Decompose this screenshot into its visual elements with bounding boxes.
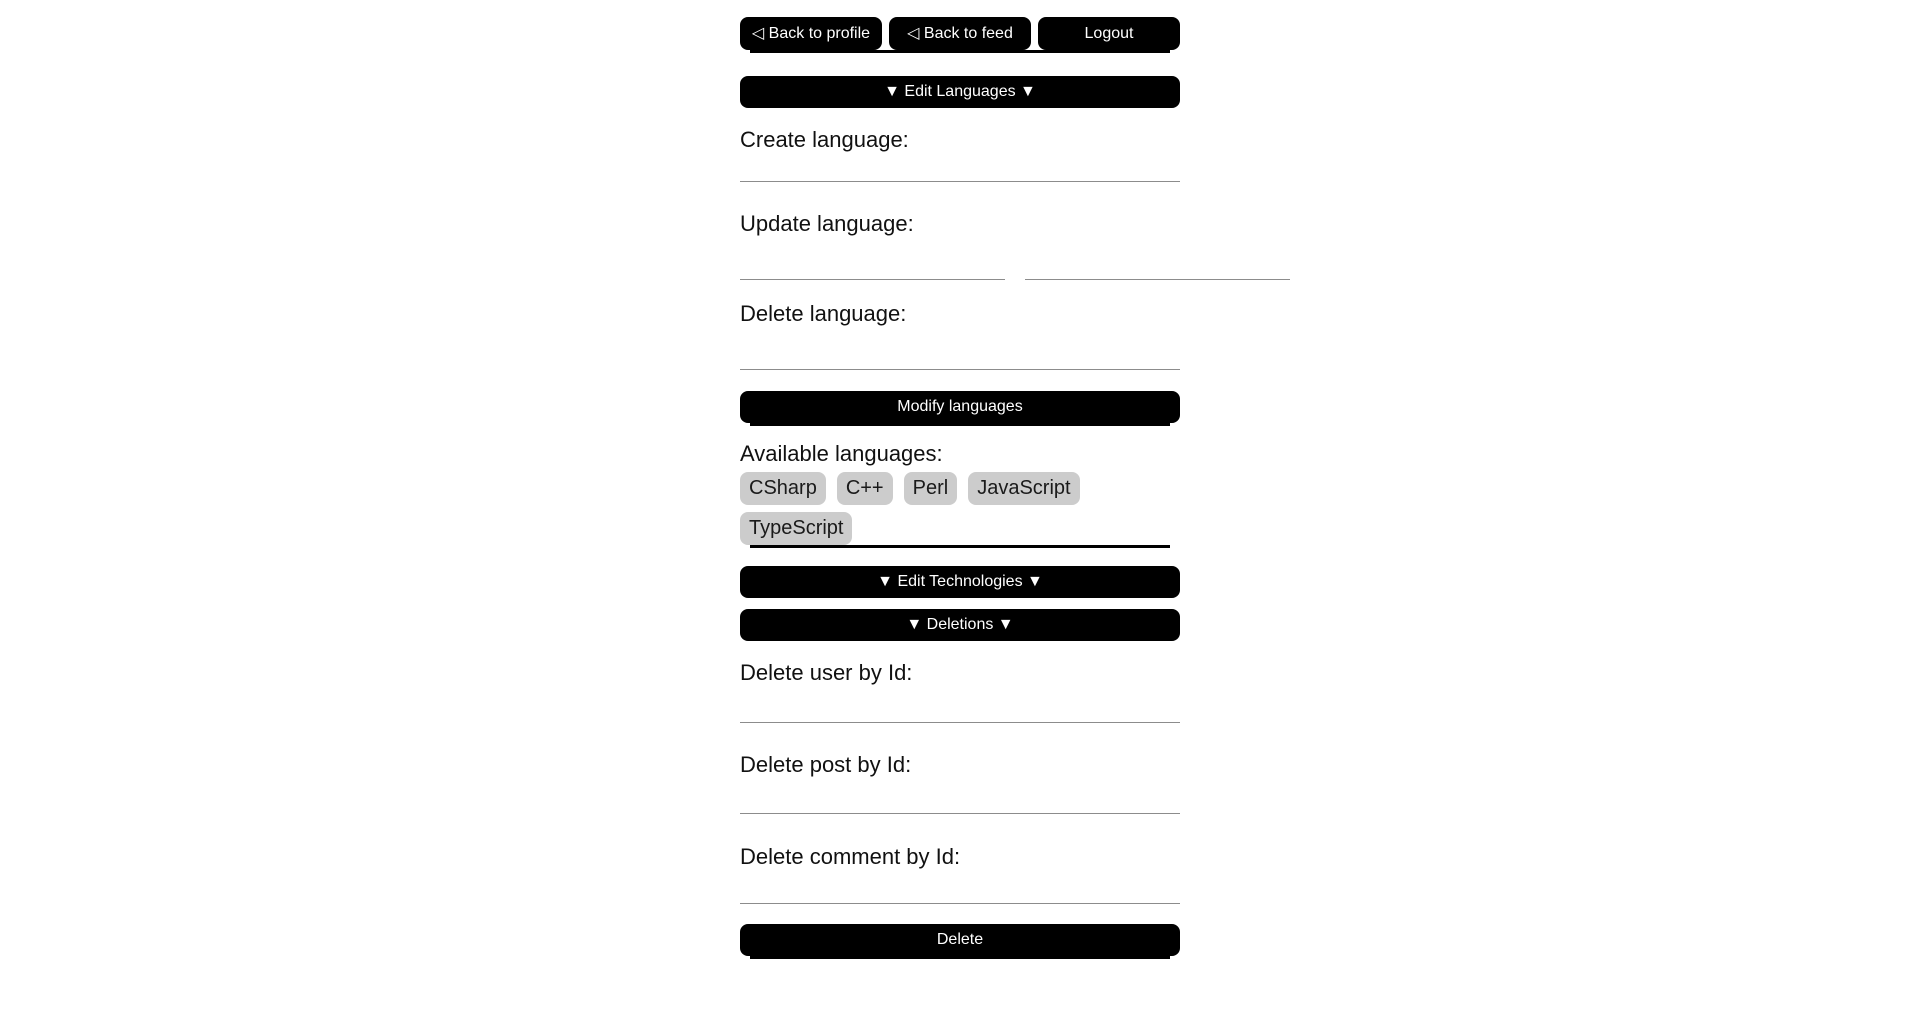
delete-post-label: Delete post by Id:: [740, 752, 912, 777]
edit-technologies-toggle[interactable]: ▼ Edit Technologies ▼: [740, 566, 1180, 598]
available-languages-list: [740, 466, 1180, 545]
edit-languages-toggle[interactable]: ▼ Edit Languages ▼: [740, 76, 1180, 108]
divider: [750, 956, 1170, 959]
delete-post-input[interactable]: [740, 784, 1180, 814]
language-tag[interactable]: CSharp: [740, 472, 826, 505]
admin-panel: [740, 0, 1180, 959]
toolbar: [740, 17, 1180, 50]
language-tag[interactable]: TypeScript: [740, 512, 852, 545]
language-tag[interactable]: JavaScript: [968, 472, 1079, 505]
update-language-row: [740, 250, 1180, 280]
modify-languages-button[interactable]: Modify languages: [740, 391, 1180, 423]
delete-user-label: Delete user by Id:: [740, 660, 913, 685]
back-to-profile-button[interactable]: ◁ Back to profile: [740, 17, 882, 50]
delete-user-input[interactable]: [740, 693, 1180, 723]
available-languages-label: Available languages:: [740, 441, 943, 466]
create-language-label: Create language:: [740, 127, 909, 152]
update-language-old-input[interactable]: [740, 250, 1005, 280]
divider: [750, 423, 1170, 426]
deletions-toggle[interactable]: ▼ Deletions ▼: [740, 609, 1180, 641]
delete-comment-input[interactable]: [740, 874, 1180, 904]
back-to-feed-button[interactable]: ◁ Back to feed: [889, 17, 1031, 50]
delete-comment-label: Delete comment by Id:: [740, 844, 961, 869]
logout-button[interactable]: Logout: [1038, 17, 1180, 50]
update-language-new-input[interactable]: [1025, 250, 1290, 280]
divider: [750, 50, 1170, 53]
create-language-input[interactable]: [740, 152, 1180, 182]
update-language-label: Update language:: [740, 211, 914, 236]
language-tag[interactable]: Perl: [904, 472, 958, 505]
delete-language-label: Delete language:: [740, 301, 907, 326]
divider: [750, 545, 1170, 548]
language-tag[interactable]: C++: [837, 472, 893, 505]
delete-button[interactable]: Delete: [740, 924, 1180, 956]
delete-language-input[interactable]: [740, 340, 1180, 370]
